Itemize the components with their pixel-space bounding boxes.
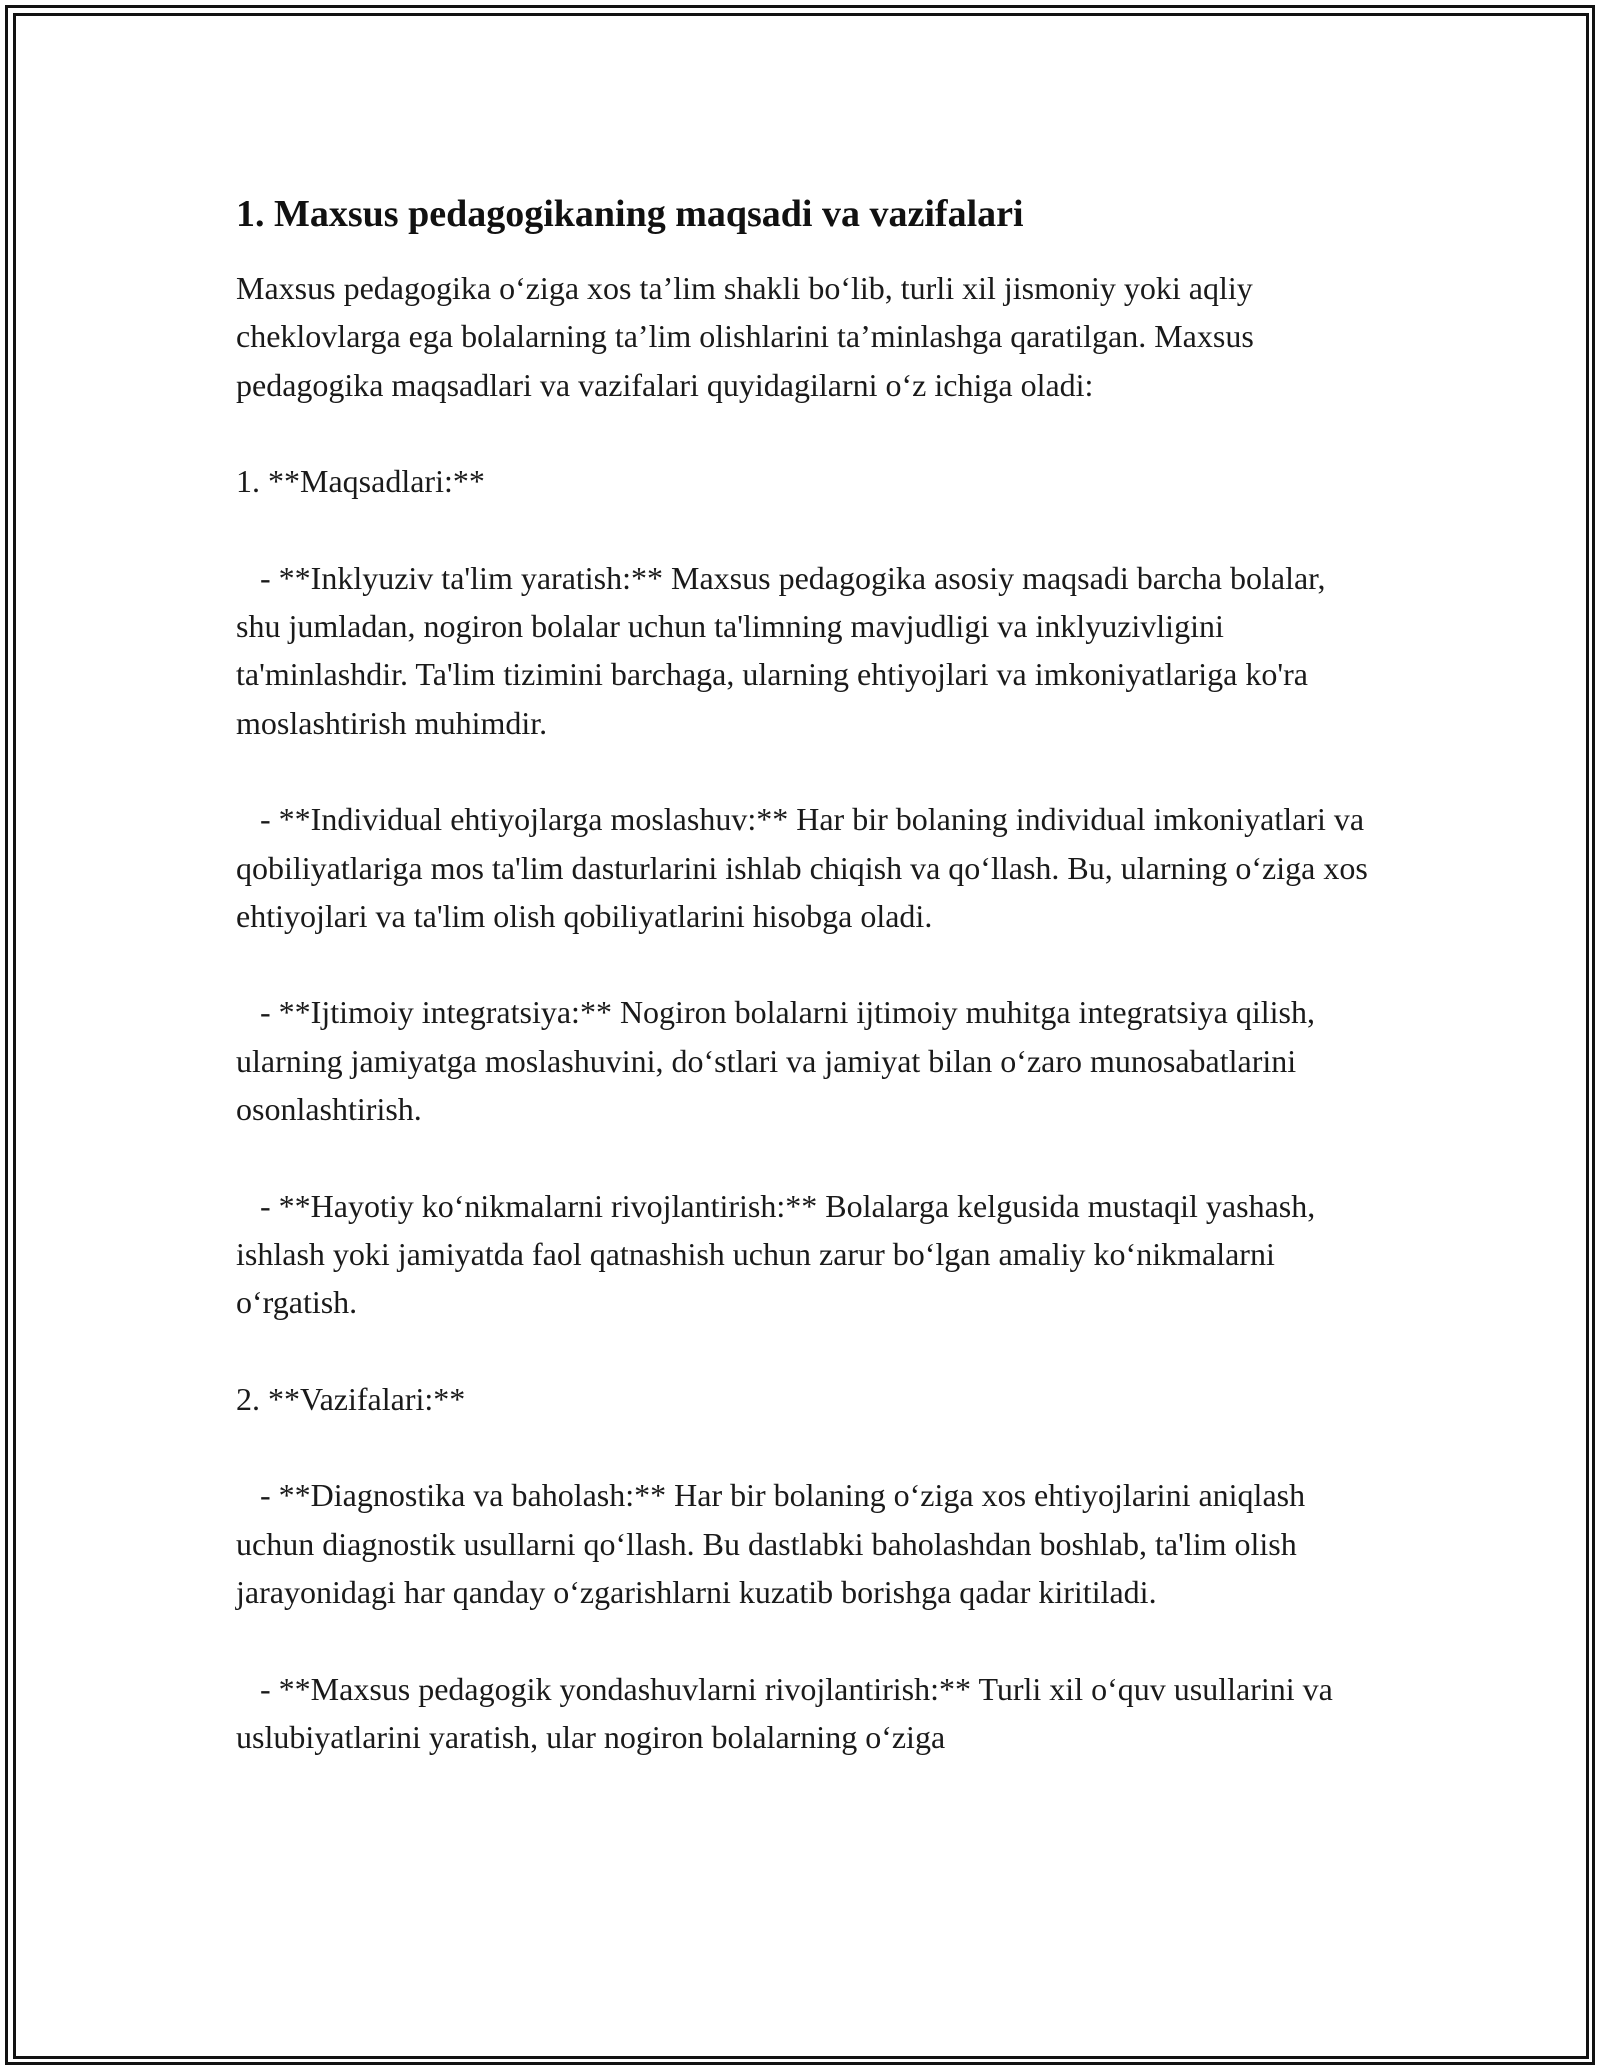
goal-item-life-skills: - **Hayotiy ko‘nikmalarni rivojlantirish:** Bolalarga kelgusida mustaqil yashash, ishlash yoki jamiyatda faol qatnashish uchun zarur bo‘lgan amaliy ko‘nikmalarni o‘rgatish.	[236, 1187, 1324, 1321]
tasks-title: 2. **Vazifalari:**	[236, 1380, 466, 1417]
goal-item-individual: - **Individual ehtiyojlarga moslashuv:** Har bir bolaning individual imkoniyatlari va qobiliyatlariga mos ta'lim dasturlarini ishlab chiqish va qo‘llash. Bu, ularning o‘ziga xos ehtiyojlari va ta'lim olish qobiliyatlarini hisobga oladi.	[236, 801, 1376, 934]
goal-item-inclusive: - **Inklyuziv ta'lim yaratish:** Maxsus pedagogika asosiy maqsadi barcha bolalar, shu jumladan, nogiron bolalar uchun ta'limning mavjudligi va inklyuzivligini ta'minlashdir. Ta'lim tizimini barchaga, ularning ehtiyojlari va imkoniyatlariga ko'ra moslashtirish muhimdir.	[236, 559, 1334, 741]
task-item-diagnostics: - **Diagnostika va baholash:** Har bir bolaning o‘ziga xos ehtiyojlarini aniqlash uchun diagnostik usullarni qo‘llash. Bu dastlabki baholashdan boshlab, ta'lim olish jarayonidagi har qanday o‘zgarishlarni kuzatib borishga qadar kiritiladi.	[236, 1477, 1314, 1611]
goal-item-social: - **Ijtimoiy integratsiya:** Nogiron bolalarni ijtimoiy muhitga integratsiya qilish, ularning jamiyatga moslashuvini, do‘stlari va jamiyat bilan o‘zaro munosabatlarini osonlashtirish.	[236, 994, 1323, 1128]
task-item-approaches: - **Maxsus pedagogik yondashuvlarni rivojlantirish:** Turli xil o‘quv usullarini va uslubiyatlarini yaratish, ular nogiron bolalarning o‘ziga	[236, 1670, 1341, 1755]
intro-paragraph: Maxsus pedagogika o‘ziga xos ta’lim shakli bo‘lib, turli xil jismoniy yoki aqliy cheklovlarga ega bolalarning ta’lim olishlarini ta’minlashga qaratilgan. Maxsus pedagogika maqsadlari va vazifalari quyidagilarni o‘z ichiga oladi:	[236, 270, 1254, 403]
section-heading: 1. Maxsus pedagogikaning maqsadi va vazifalari	[236, 193, 1024, 235]
document-body	[236, 190, 1376, 1761]
goals-title: 1. **Maqsadlari:**	[236, 463, 485, 500]
